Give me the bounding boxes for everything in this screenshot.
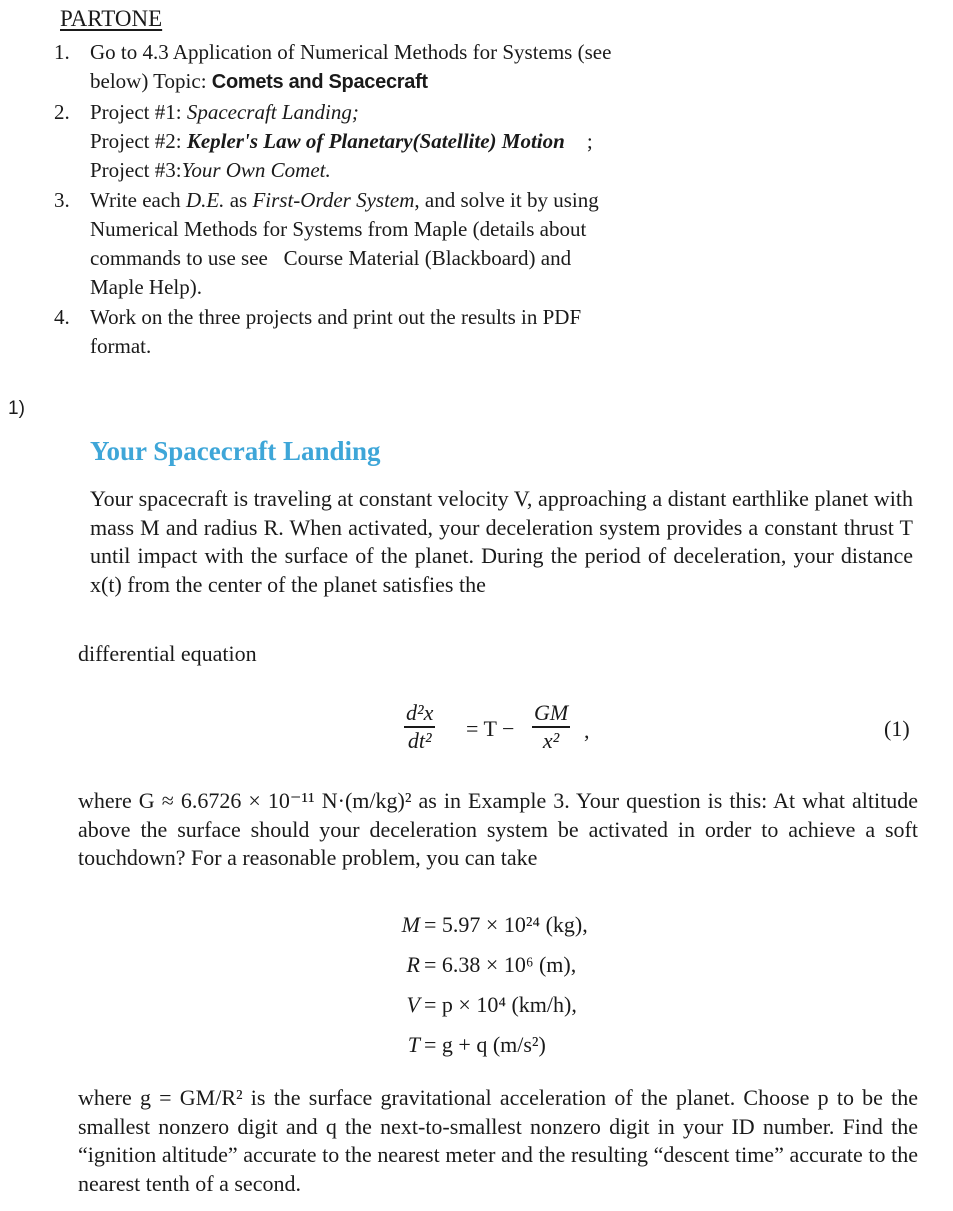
list-text: ;	[586, 129, 593, 153]
project-2-line	[90, 127, 734, 156]
question-paragraph: where G ≈ 6.6726 × 10⁻¹¹ N·(m/kg)² as in Example 3. Your question is this: At what altitude above the surface should your deceleration system be activated in order to achieve a soft touchdown? For a reasonable problem, you can take	[78, 788, 918, 870]
value-symbol: V	[406, 992, 420, 1017]
value-row	[380, 905, 588, 945]
rhs-numerator: GM	[534, 700, 569, 725]
rhs-fraction	[532, 700, 570, 754]
equation-middle: = T −	[466, 716, 515, 741]
parameter-values	[380, 905, 588, 1065]
lhs-fraction	[404, 700, 435, 754]
equation-tail: ,	[584, 718, 590, 743]
section-marker: 1)	[8, 398, 25, 419]
value-expression: = g + q (m/s²)	[424, 1032, 546, 1057]
topic-name: Comets and Spacecraft	[211, 71, 428, 93]
value-expression: = p × 10⁴ (km/h),	[424, 992, 577, 1017]
task-paragraph: where g = GM/R² is the surface gravitational acceleration of the planet. Choose p to be the smallest nonzero digit and q the next-to-smallest nonzero digit in your ID number. Find the “ignition altitude” accurate to the nearest meter and the resulting “descent time” accurate to the nearest tenth of a second.	[78, 1085, 918, 1196]
intro-paragraph: Your spacecraft is traveling at constant velocity V, approaching a distant earthlike planet with mass M and radius R. When activated, your deceleration system provides a constant thrust T until impact with the surface of the planet. During the period of deceleration, your distance x(t) from the center of the planet satisfies the	[90, 486, 913, 597]
list-item	[54, 38, 734, 97]
list-line: format.	[90, 334, 152, 358]
project-1-line	[90, 98, 734, 127]
project-1-name: Spacecraft Landing;	[186, 100, 359, 124]
value-row	[380, 945, 588, 985]
list-text: Project #1:	[90, 100, 187, 124]
lhs-numerator: d²x	[406, 700, 434, 725]
list-line: Numerical Methods for Systems from Maple (details about	[90, 217, 587, 241]
list-line	[90, 186, 734, 215]
list-number: 2.	[54, 100, 70, 124]
list-text: as	[224, 188, 253, 212]
list-item	[54, 98, 734, 185]
value-symbol: T	[407, 1032, 420, 1057]
project-3-line	[90, 156, 734, 185]
list-text: Project #2:	[90, 129, 187, 153]
page-title: PARTONE	[60, 6, 163, 31]
list-line: commands to use see Course Material (Blackboard) and	[90, 246, 572, 270]
value-symbol: R	[406, 952, 420, 977]
list-number: 1.	[54, 40, 70, 64]
list-text: First-Order System	[252, 188, 415, 212]
list-text: D.E.	[185, 188, 225, 212]
project-2-name: Kepler's Law of Planetary(Satellite) Motion	[186, 129, 565, 153]
list-text: Project #3:	[90, 158, 182, 182]
list-item	[54, 186, 734, 302]
value-row	[380, 1025, 588, 1065]
list-line	[90, 67, 734, 97]
value-expression: = 5.97 × 10²⁴ (kg),	[424, 912, 588, 937]
rhs-denominator: x²	[542, 727, 560, 753]
value-row	[380, 985, 588, 1025]
list-line: Go to 4.3 Application of Numerical Methods for Systems (see	[90, 40, 612, 64]
instruction-list	[54, 38, 734, 362]
list-text: Write each	[90, 188, 186, 212]
equation-number: (1)	[884, 716, 910, 741]
lhs-denominator: dt²	[407, 727, 432, 753]
list-line: Maple Help).	[90, 275, 202, 299]
equation-block	[0, 696, 953, 776]
equation-lead-in: differential equation	[78, 641, 257, 666]
value-expression: = 6.38 × 10⁶ (m),	[424, 952, 577, 977]
list-number: 3.	[54, 188, 70, 212]
list-line: Work on the three projects and print out the results in PDF	[90, 305, 582, 329]
list-text: below) Topic:	[90, 69, 212, 93]
value-symbol: M	[401, 912, 420, 937]
list-number: 4.	[54, 305, 70, 329]
section-heading: Your Spacecraft Landing	[90, 436, 381, 466]
list-item	[54, 303, 734, 361]
project-3-name: Your Own Comet.	[181, 158, 331, 182]
list-text: , and solve it by using	[414, 188, 599, 212]
